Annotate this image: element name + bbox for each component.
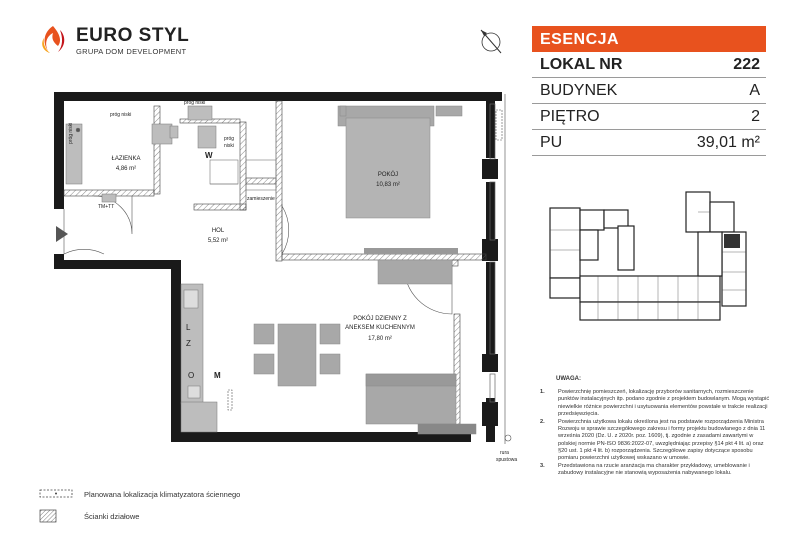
site-plan-thumbnail xyxy=(548,190,758,328)
note-number: 1. xyxy=(540,389,545,396)
label-m: M xyxy=(214,371,221,380)
label-tm-tt: TM+TT xyxy=(98,204,115,210)
brand-name: EURO STYL xyxy=(76,25,190,46)
room-hol-name: HOL xyxy=(211,228,225,234)
living-furniture xyxy=(254,260,476,434)
label-spustowa: spustowa xyxy=(496,457,518,463)
label-zamieszenie: zamieszenie xyxy=(247,196,275,202)
label-w: W xyxy=(205,151,213,160)
label-l: L xyxy=(186,323,191,332)
info-value: 39,01 m² xyxy=(696,133,760,151)
floor-plan xyxy=(40,84,520,474)
kitchen-counter xyxy=(181,284,217,432)
notes-section xyxy=(536,376,772,479)
legend-label: Planowana lokalizacja klimatyzatora ściennego xyxy=(84,489,241,499)
legend-item-partition xyxy=(38,508,240,524)
legend xyxy=(38,486,240,530)
info-label: PU xyxy=(540,133,563,151)
room-dzienny-area: 17,80 m² xyxy=(368,336,392,342)
info-row-budynek xyxy=(532,78,766,104)
bedroom-furniture xyxy=(338,106,462,218)
bedroom-shelf xyxy=(364,248,458,254)
label-prog-niski-3: próg niski xyxy=(68,122,74,144)
brand-subtitle: GRUPA DOM DEVELOPMENT xyxy=(76,47,187,56)
flame-logo-icon xyxy=(38,24,68,54)
room-lazienka-name: ŁAZIENKA xyxy=(111,156,141,162)
room-pokoj-name: POKÓJ xyxy=(377,172,399,178)
label-prog-niski-1: próg niski xyxy=(110,112,132,118)
note-item xyxy=(536,389,772,418)
info-label: BUDYNEK xyxy=(540,81,618,99)
info-value: 2 xyxy=(751,107,760,125)
legend-label: Ścianki działowe xyxy=(84,511,140,521)
downpipe-icon xyxy=(505,435,511,441)
legend-item-ac xyxy=(38,486,240,502)
note-item xyxy=(536,419,772,462)
note-text: Przedstawiona na rzucie aranżacja ma charakter przykładowy, umeblowanie i zabudowy instalacyjne nie stanowią wyposażenia nabywanego lokalu. xyxy=(558,463,750,477)
selected-unit-marker xyxy=(724,234,740,248)
room-dzienny-name-1: POKÓJ DZIENNY Z xyxy=(353,316,407,322)
label-o: O xyxy=(188,371,195,380)
note-item xyxy=(536,463,772,477)
label-prog: próg xyxy=(224,136,235,142)
north-compass-icon xyxy=(478,26,504,56)
note-text: Powierzchnię pomieszczeń, lokalizację przyborów sanitarnych, rozmieszczenie punktów instalacyjnych itp. podano zgodnie z projektem budowlanym. Mogą wystąpić niewielkie różnice powierzchni i usytuowania elementów powstałe w trakcie realizacji przedsięwzięcia. xyxy=(558,389,770,417)
label-rura: rura xyxy=(500,450,509,456)
info-value: 222 xyxy=(733,55,760,73)
note-number: 3. xyxy=(540,463,545,470)
info-row-lokal xyxy=(532,52,766,78)
room-pokoj-area: 10,83 m² xyxy=(376,182,400,188)
note-number: 2. xyxy=(540,419,545,426)
info-label: LOKAL NR xyxy=(540,55,623,73)
room-lazienka-area: 4,86 m² xyxy=(115,166,137,172)
info-label: PIĘTRO xyxy=(540,107,600,125)
info-value: A xyxy=(749,81,760,99)
ac-unit-dashed-icon xyxy=(38,487,74,501)
entrance-arrow-icon xyxy=(56,226,68,242)
hatched-wall-icon xyxy=(38,509,74,523)
laundry-area xyxy=(210,160,238,184)
brand-logo xyxy=(38,22,188,62)
unit-info-panel xyxy=(532,26,766,156)
note-text: Powierzchnia użytkowa lokalu określona jest na podstawie rozporządzenia Ministra Rozwoju w sprawie szczegółowego zakresu i formy projektu budowlanego z dnia 11 września 2020 (Dz. U. z 2020r. poz. 1609), tj. zgodnie z zasadami zawartymi w polskiej normie PN-ISO 9836:2022-07, uwzględniając przepisy §14 pkt 4 lit. a) oraz §20 ust. 1 pkt 4 lit. b) rozporządzenia. Szczegółowe zapisy dotyczące sposobu pomiaru powierzchni użytkowej wskazano w umowie. xyxy=(558,419,766,462)
label-z: Z xyxy=(186,339,191,348)
info-row-pu xyxy=(532,130,766,156)
notes-title: UWAGA: xyxy=(556,376,581,382)
label-prog-niski-2: próg niski xyxy=(184,100,206,106)
room-dzienny-name-2: ANEKSEM KUCHENNYM xyxy=(345,325,415,331)
room-hol-area: 5,52 m² xyxy=(207,238,229,244)
info-row-pietro xyxy=(532,104,766,130)
label-niski: niski xyxy=(224,143,235,149)
investment-name: ESENCJA xyxy=(532,26,766,52)
